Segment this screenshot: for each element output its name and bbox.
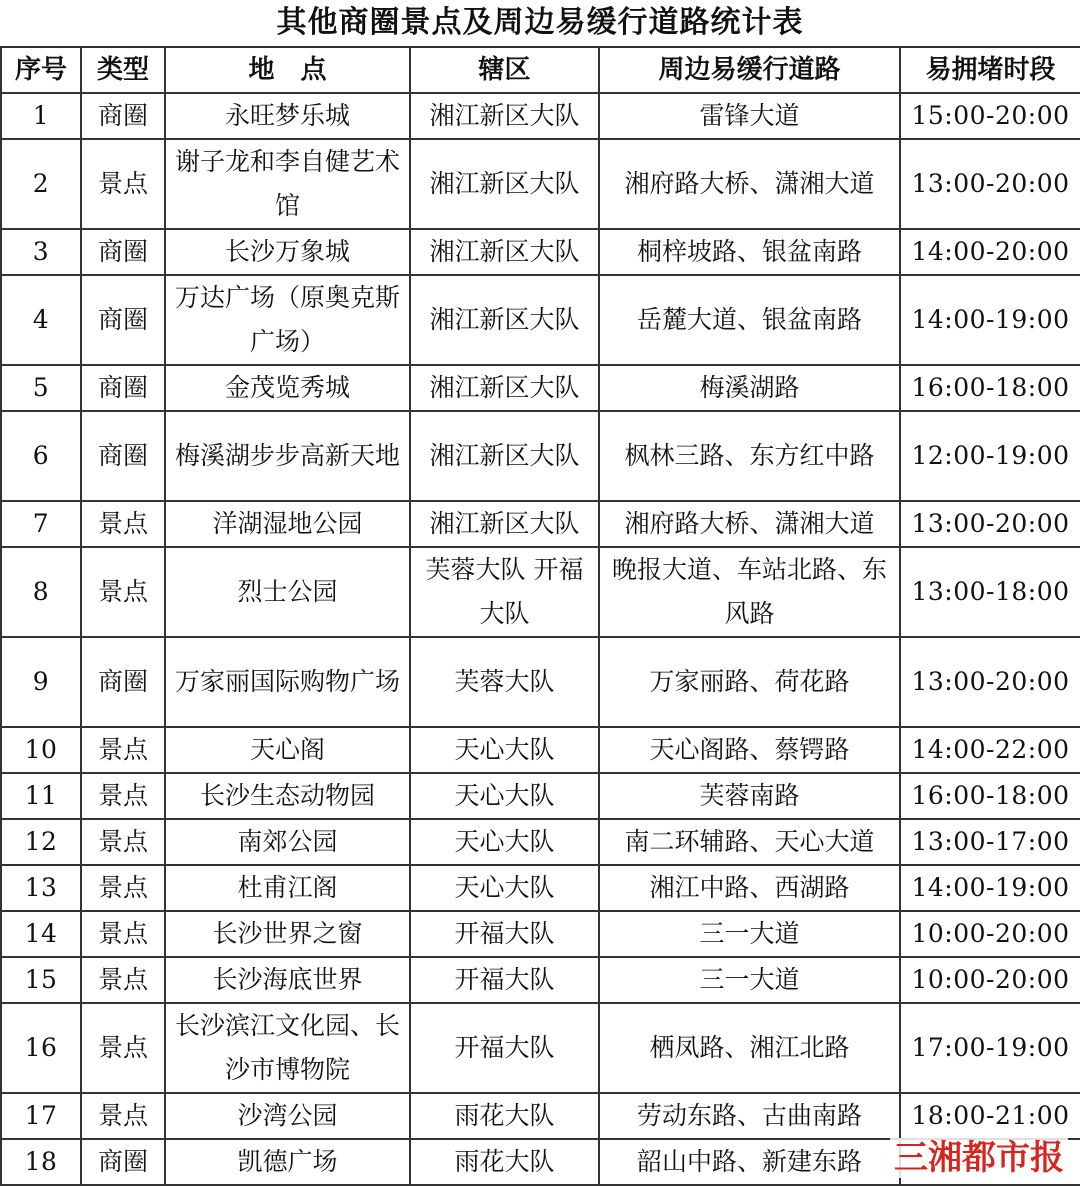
header-road: 周边易缓行道路	[599, 47, 900, 93]
cell-type: 景点	[81, 727, 165, 773]
table-row	[1, 365, 1080, 411]
cell-time: 13:00-20:00	[900, 501, 1080, 547]
cell-no: 12	[1, 819, 81, 865]
cell-road: 岳麓大道、银盆南路	[599, 275, 900, 365]
cell-no: 11	[1, 773, 81, 819]
cell-place: 杜甫江阁	[165, 865, 410, 911]
cell-no: 10	[1, 727, 81, 773]
cell-type: 景点	[81, 1093, 165, 1139]
cell-district: 湘江新区大队	[410, 275, 599, 365]
cell-time: 14:00-20:00	[900, 229, 1080, 275]
cell-no: 7	[1, 501, 81, 547]
cell-road: 三一大道	[599, 911, 900, 957]
cell-no: 3	[1, 229, 81, 275]
cell-place: 万达广场（原奥克斯广场）	[165, 275, 410, 365]
cell-no: 17	[1, 1093, 81, 1139]
cell-road: 雷锋大道	[599, 93, 900, 139]
cell-road: 湘府路大桥、潇湘大道	[599, 501, 900, 547]
cell-type: 景点	[81, 957, 165, 1003]
header-district: 辖区	[410, 47, 599, 93]
cell-type: 景点	[81, 139, 165, 229]
cell-district: 天心大队	[410, 865, 599, 911]
cell-type: 景点	[81, 773, 165, 819]
cell-road: 韶山中路、新建东路	[599, 1139, 900, 1185]
cell-type: 景点	[81, 501, 165, 547]
cell-type: 商圈	[81, 1139, 165, 1185]
cell-type: 景点	[81, 911, 165, 957]
cell-district: 天心大队	[410, 773, 599, 819]
cell-time: 15:00-20:00	[900, 93, 1080, 139]
cell-type: 商圈	[81, 411, 165, 501]
header-type: 类型	[81, 47, 165, 93]
table-row	[1, 727, 1080, 773]
cell-place: 长沙海底世界	[165, 957, 410, 1003]
cell-district: 天心大队	[410, 819, 599, 865]
table-row	[1, 1093, 1080, 1139]
table-row	[1, 139, 1080, 229]
cell-place: 洋湖湿地公园	[165, 501, 410, 547]
table-row	[1, 911, 1080, 957]
cell-no: 15	[1, 957, 81, 1003]
cell-no: 4	[1, 275, 81, 365]
cell-type: 景点	[81, 1003, 165, 1093]
table-row	[1, 865, 1080, 911]
cell-time: 13:00-17:00	[900, 819, 1080, 865]
watermark-logo: 三湘都市报	[890, 1138, 1068, 1178]
cell-type: 商圈	[81, 365, 165, 411]
cell-no: 9	[1, 637, 81, 727]
cell-road: 晚报大道、车站北路、东风路	[599, 547, 900, 637]
cell-place: 沙湾公园	[165, 1093, 410, 1139]
table-row	[1, 637, 1080, 727]
cell-time: 16:00-18:00	[900, 365, 1080, 411]
cell-district: 芙蓉大队 开福大队	[410, 547, 599, 637]
header-row	[1, 47, 1080, 93]
table-row	[1, 275, 1080, 365]
cell-time: 10:00-20:00	[900, 957, 1080, 1003]
cell-road: 桐梓坡路、银盆南路	[599, 229, 900, 275]
cell-no: 14	[1, 911, 81, 957]
cell-no: 8	[1, 547, 81, 637]
table-row	[1, 229, 1080, 275]
table-title: 其他商圈景点及周边易缓行道路统计表	[276, 5, 804, 40]
header-no: 序号	[1, 47, 81, 93]
cell-district: 湘江新区大队	[410, 229, 599, 275]
cell-type: 景点	[81, 547, 165, 637]
cell-time: 14:00-19:00	[900, 865, 1080, 911]
cell-place: 烈士公园	[165, 547, 410, 637]
cell-time: 13:00-20:00	[900, 139, 1080, 229]
cell-district: 雨花大队	[410, 1093, 599, 1139]
cell-type: 商圈	[81, 229, 165, 275]
cell-time: 13:00-18:00	[900, 547, 1080, 637]
cell-time: 16:00-18:00	[900, 773, 1080, 819]
cell-district: 开福大队	[410, 911, 599, 957]
header-time: 易拥堵时段	[900, 47, 1080, 93]
cell-place: 金茂览秀城	[165, 365, 410, 411]
cell-place: 梅溪湖步步高新天地	[165, 411, 410, 501]
cell-road: 栖凤路、湘江北路	[599, 1003, 900, 1093]
cell-district: 湘江新区大队	[410, 365, 599, 411]
table-row	[1, 501, 1080, 547]
cell-type: 商圈	[81, 275, 165, 365]
cell-type: 商圈	[81, 93, 165, 139]
cell-place: 凯德广场	[165, 1139, 410, 1185]
cell-no: 18	[1, 1139, 81, 1185]
cell-district: 湘江新区大队	[410, 139, 599, 229]
cell-place: 天心阁	[165, 727, 410, 773]
cell-place: 谢子龙和李自健艺术馆	[165, 139, 410, 229]
cell-district: 湘江新区大队	[410, 93, 599, 139]
cell-type: 商圈	[81, 637, 165, 727]
cell-road: 湘府路大桥、潇湘大道	[599, 139, 900, 229]
cell-time: 17:00-19:00	[900, 1003, 1080, 1093]
cell-district: 湘江新区大队	[410, 501, 599, 547]
table-row	[1, 773, 1080, 819]
cell-time: 18:00-21:00	[900, 1093, 1080, 1139]
cell-place: 长沙滨江文化园、长沙市博物院	[165, 1003, 410, 1093]
cell-district: 开福大队	[410, 957, 599, 1003]
table-row	[1, 1003, 1080, 1093]
cell-road: 芙蓉南路	[599, 773, 900, 819]
cell-road: 南二环辅路、天心大道	[599, 819, 900, 865]
cell-time: 10:00-20:00	[900, 911, 1080, 957]
table-row	[1, 957, 1080, 1003]
cell-place: 长沙万象城	[165, 229, 410, 275]
table-row	[1, 819, 1080, 865]
cell-place: 万家丽国际购物广场	[165, 637, 410, 727]
cell-road: 天心阁路、蔡锷路	[599, 727, 900, 773]
cell-no: 2	[1, 139, 81, 229]
cell-time: 14:00-19:00	[900, 275, 1080, 365]
table-row	[1, 547, 1080, 637]
cell-road: 三一大道	[599, 957, 900, 1003]
cell-type: 景点	[81, 819, 165, 865]
cell-time: 13:00-20:00	[900, 637, 1080, 727]
cell-time: 14:00-22:00	[900, 727, 1080, 773]
header-place: 地 点	[165, 47, 410, 93]
cell-road: 枫林三路、东方红中路	[599, 411, 900, 501]
cell-no: 16	[1, 1003, 81, 1093]
cell-place: 永旺梦乐城	[165, 93, 410, 139]
table-body	[1, 93, 1080, 1185]
cell-time: 12:00-19:00	[900, 411, 1080, 501]
cell-district: 开福大队	[410, 1003, 599, 1093]
cell-district: 天心大队	[410, 727, 599, 773]
cell-place: 长沙世界之窗	[165, 911, 410, 957]
table-row	[1, 93, 1080, 139]
cell-road: 万家丽路、荷花路	[599, 637, 900, 727]
traffic-table	[0, 46, 1080, 1186]
cell-road: 湘江中路、西湖路	[599, 865, 900, 911]
cell-place: 长沙生态动物园	[165, 773, 410, 819]
cell-road: 劳动东路、古曲南路	[599, 1093, 900, 1139]
cell-place: 南郊公园	[165, 819, 410, 865]
cell-no: 5	[1, 365, 81, 411]
cell-no: 1	[1, 93, 81, 139]
cell-district: 芙蓉大队	[410, 637, 599, 727]
cell-no: 6	[1, 411, 81, 501]
cell-type: 景点	[81, 865, 165, 911]
cell-district: 湘江新区大队	[410, 411, 599, 501]
cell-no: 13	[1, 865, 81, 911]
cell-road: 梅溪湖路	[599, 365, 900, 411]
cell-district: 雨花大队	[410, 1139, 599, 1185]
table-row	[1, 411, 1080, 501]
